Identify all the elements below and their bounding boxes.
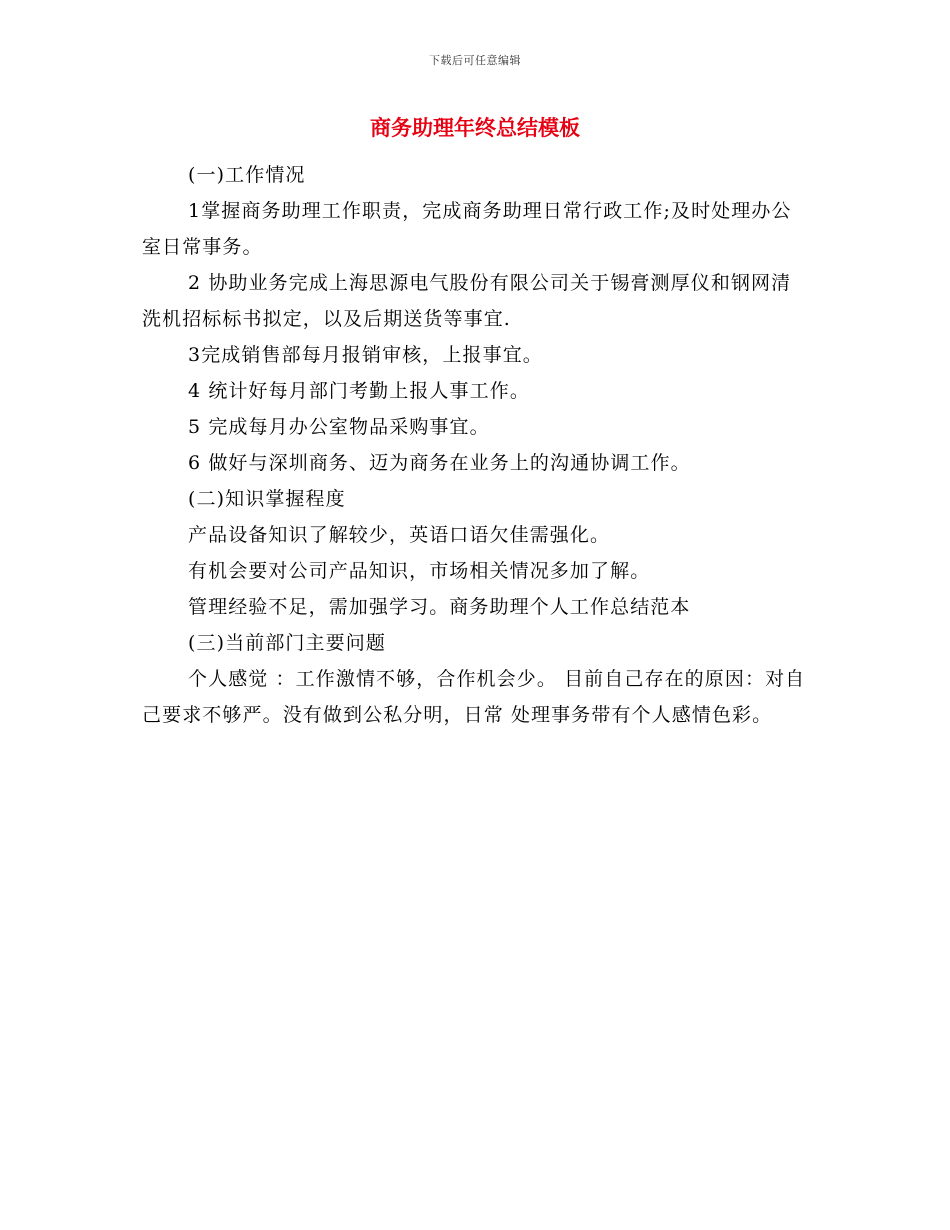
paragraph-knowledge-3: 管理经验不足，需加强学习。商务助理个人工作总结范本 [188,596,691,618]
paragraph-item-5: 5 完成每月办公室物品采购事宜。 [188,416,490,438]
paragraph-knowledge-2: 有机会要对公司产品知识，市场相关情况多加了解。 [188,560,651,582]
paragraph-problems-1: 个人感觉 ：工作激情不够，合作机会少。 目前自己存在的原因：对自己要求不够严。没有做到公私分明，日常 处理事务带有个人感情色彩。 [142,668,806,726]
paragraph-item-2: 2 协助业务完成上海思源电气股份有限公司关于锡膏测厚仪和钢网清洗机招标标书拟定，以及后期送货等事宜. [142,272,792,330]
paragraph-item-4: 4 统计好每月部门考勤上报人事工作。 [188,380,530,402]
header-note: 下载后可任意编辑 [429,54,521,67]
document-title: 商务助理年终总结模板 [370,116,580,140]
paragraph-item-6: 6 做好与深圳商务、迈为商务在业务上的沟通协调工作。 [188,452,691,474]
paragraph-item-3: 3完成销售部每月报销审核，上报事宜。 [188,344,543,366]
paragraph-item-1: 1掌握商务助理工作职责，完成商务助理日常行政工作;及时处理办公室日常事务。 [142,200,792,258]
section-heading-problems: (三)当前部门主要问题 [188,632,386,654]
section-heading-knowledge: (二)知识掌握程度 [188,488,346,510]
document-body [142,157,810,733]
section-heading-work: (一)工作情况 [188,164,306,186]
paragraph-knowledge-1: 产品设备知识了解较少，英语口语欠佳需强化。 [188,524,611,546]
